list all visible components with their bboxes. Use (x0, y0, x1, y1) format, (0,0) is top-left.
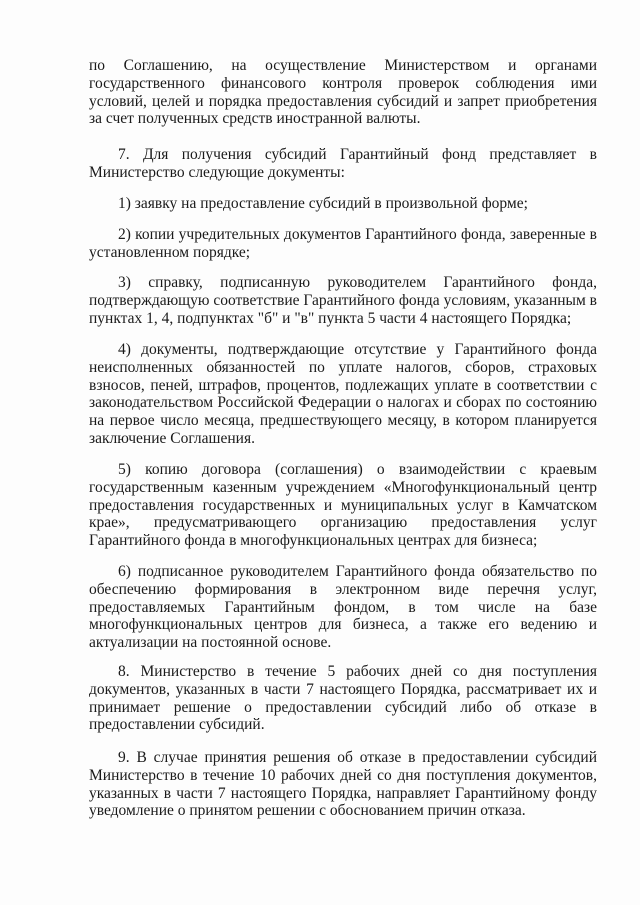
paragraph-subitem-4: 4) документы, подтверждающие отсутствие у Гарантийного фонда неисполненных обязанностей по уплате налогов, сборов, страховых взносов, пеней, штрафов, процентов, подлежащих уплате в соответствии с законодательством Российской Федерации о налогах и сборах по состоянию на первое число месяца, предшествующего месяцу, в котором планируется заключение Соглашения. (89, 341, 597, 447)
paragraph-subitem-6: 6) подписанное руководителем Гарантийного фонда обязательство по обеспечению формирования в электронном виде перечня услуг, предоставляемых Гарантийным фондом, в том числе на базе многофункциональных центров для бизнеса, а также его ведению и актуализации на постоянной основе. (89, 563, 597, 652)
paragraph-subitem-1: 1) заявку на предоставление субсидий в произвольной форме; (118, 195, 528, 212)
paragraph-item-8: 8. Министерство в течение 5 рабочих дней со дня поступления документов, указанных в части 7 настоящего Порядка, рассматривает их и принимает решение о предоставлении субсидий либо об отказе в предоставлении субсидий. (89, 663, 597, 734)
paragraph-subitem-5: 5) копию договора (соглашения) о взаимодействии с краевым государственным казенным учреждением «Многофункциональный центр предоставления государственных и муниципальных услуг в Камчатском крае», предусматривающего организацию предоставления услуг Гарантийного фонда в многофункциональных центрах для бизнеса; (89, 461, 597, 550)
paragraph-subitem-3: 3) справку, подписанную руководителем Гарантийного фонда, подтверждающую соответствие Гарантийного фонда условиям, указанным в пунктах 1, 4, подпунктах "б" и "в" пункта 5 части 4 настоящего Порядка; (89, 274, 597, 327)
paragraph-item-9: 9. В случае принятия решения об отказе в предоставлении субсидий Министерство в течение 10 рабочих дней со дня поступления документов, указанных в части 7 настоящего Порядка, направляет Гарантийному фонду уведомление о принятом решении с обоснованием причин отказа. (89, 749, 597, 820)
paragraph-subitem-2: 2) копии учредительных документов Гарантийного фонда, заверенные в установленном порядке; (89, 226, 597, 261)
paragraph-continuation: по Соглашению, на осуществление Министерством и органами государственного финансового контроля проверок соблюдения ими условий, целей и порядка предоставления субсидий и запрет приобретения за счет полученных средств иностранной валюты. (89, 57, 597, 128)
paragraph-item-7: 7. Для получения субсидий Гарантийный фонд представляет в Министерство следующие документы: (89, 146, 597, 181)
